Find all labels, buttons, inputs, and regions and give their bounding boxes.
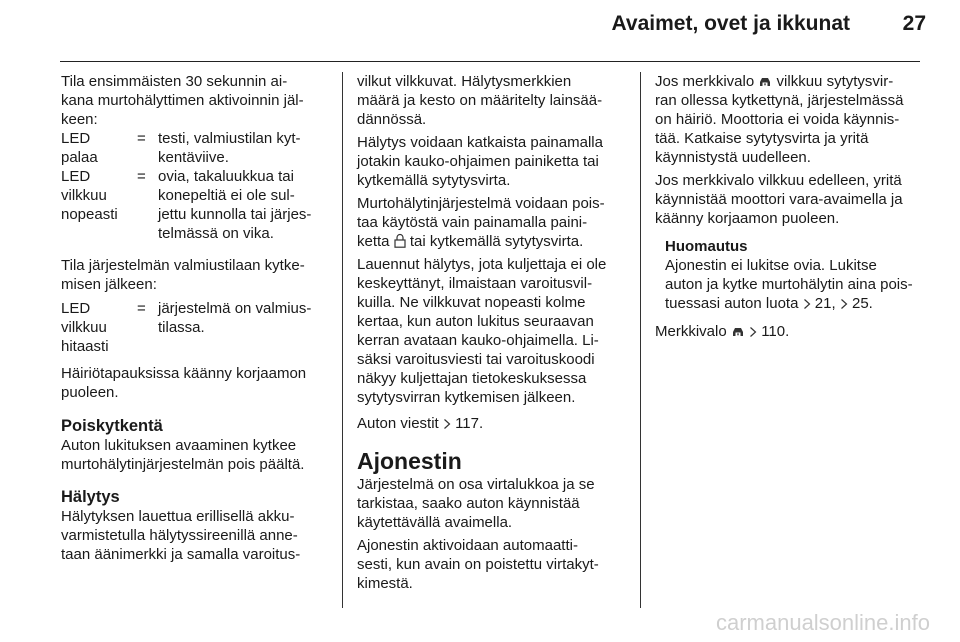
paragraph: [357, 194, 625, 251]
text-line: misen jälkeen:: [61, 276, 157, 293]
table-row: [61, 129, 329, 167]
text-line: taan äänimerkki ja samalla varoitus-: [61, 546, 301, 563]
text-line: Jos merkkivalo vilkkuu edelleen, yritä: [655, 172, 902, 189]
def-line: järjestelmä on valmius-: [158, 300, 312, 317]
paragraph: [357, 414, 625, 433]
cross-reference-line: [357, 414, 625, 433]
paragraph: [357, 72, 625, 129]
table-term: [61, 167, 127, 224]
intro-paragraph: [61, 72, 329, 129]
term-line: hitaasti: [61, 338, 109, 355]
led-status-table-2: [61, 299, 329, 356]
text-line: [655, 72, 923, 91]
text-line: kertaa, kun auton lukitus seuraavan: [357, 313, 594, 330]
paragraph: [655, 171, 923, 228]
text-line: Hälytyksen lauettua erillisellä akku-: [61, 508, 295, 525]
text-line: varmistetulla hälytyssireenillä anne-: [61, 527, 298, 544]
paragraph: [655, 322, 923, 341]
table-row: [61, 299, 329, 356]
reference-arrow-icon: [749, 326, 757, 338]
text-line: käynnistää moottori vara-avaimella ja: [655, 191, 903, 208]
text-line: sytytysvirran kytkemisen jälkeen.: [357, 389, 576, 406]
immobiliser-warning-icon: [731, 326, 745, 338]
text-fragment: tuessasi auton luota: [665, 295, 799, 312]
text-line: näkyy kuljettajan tietokeskuksessa: [357, 370, 587, 387]
watermark: carmanualsonline.info: [715, 610, 930, 635]
text-line: puoleen.: [61, 384, 119, 401]
page-reference[interactable]: 25.: [851, 295, 873, 312]
text-line: Murtohälytinjärjestelmä voidaan pois-: [357, 195, 605, 212]
text-line: Auton lukituksen avaaminen kytkee: [61, 437, 297, 454]
paragraph: [61, 364, 329, 402]
immobiliser-warning-icon: [758, 76, 772, 88]
table-definition: [158, 129, 329, 167]
table-separator: =: [137, 300, 146, 317]
text-line: tarkistaa, saako auton käynnistää: [357, 495, 580, 512]
def-line: telmässä on vika.: [158, 225, 274, 242]
text-line: keskeyttänyt, ilmaistaan varoitusvil-: [357, 275, 593, 292]
column-1: [61, 72, 329, 564]
lock-button-icon: [394, 233, 406, 248]
text-line: ran ollessa kytkettynä, järjestelmässä: [655, 92, 904, 109]
table-separator: =: [137, 168, 146, 185]
text-line: keen:: [61, 111, 98, 128]
term-line: LED: [61, 300, 91, 317]
table-definition: [158, 299, 329, 337]
text-line: käynnistystä uudelleen.: [655, 149, 811, 166]
column-divider: [640, 72, 641, 608]
page-reference[interactable]: 110.: [761, 323, 790, 340]
text-line: kana murtohälyttimen aktivoinnin jäl-: [61, 92, 304, 109]
reference-arrow-icon: [803, 298, 811, 310]
text-line: säksi varoitusviesti tai varoituskoodi: [357, 351, 595, 368]
text-line: määrä ja kesto on määritelty lainsää-: [357, 92, 603, 109]
text-line: taa käytöstä vain painamalla paini-: [357, 214, 588, 231]
cross-reference-line: [665, 294, 923, 313]
def-line: konepeltiä ei ole sul-: [158, 187, 295, 204]
text-fragment: Merkkivalo: [655, 323, 727, 340]
page-reference[interactable]: 117.: [455, 415, 484, 432]
page-header-title: Avaimet, ovet ja ikkunat: [611, 12, 850, 35]
text-line: Järjestelmä on osa virtalukkoa ja se: [357, 476, 595, 493]
table-term: [61, 299, 127, 356]
header-rule: [60, 61, 920, 62]
text-line: kytkemällä sytytysvirta.: [357, 172, 511, 189]
text-line: käänny korjaamon puoleen.: [655, 210, 840, 227]
text-fragment: ketta: [357, 233, 390, 250]
text-line: Ajonestin ei lukitse ovia. Lukitse: [665, 257, 877, 274]
term-line: vilkkuu: [61, 187, 107, 204]
section-heading-ajonestin: Ajonestin: [357, 448, 462, 474]
paragraph: [357, 133, 625, 190]
note-box: [665, 237, 923, 313]
text-line: on häiriö. Moottoria ei voida käynnis-: [655, 111, 900, 128]
section-heading-halytys: Hälytys: [61, 488, 120, 506]
paragraph: [357, 536, 625, 593]
term-line: nopeasti: [61, 206, 118, 223]
text-line: sesti, kun avain on poistettu virtakyt-: [357, 556, 599, 573]
cross-reference-line: [655, 322, 923, 341]
def-line: testi, valmiustilan kyt-: [158, 130, 301, 147]
text-fragment: Auton viestit: [357, 415, 439, 432]
text-line: kerran avataan kauko-ohjaimella. Li-: [357, 332, 599, 349]
text-line: vilkut vilkkuvat. Hälytysmerkkien: [357, 73, 572, 90]
text-line: auton ja kytke murtohälytin aina pois-: [665, 276, 913, 293]
text-line: Ajonestin aktivoidaan automaatti-: [357, 537, 578, 554]
note-heading: Huomautus: [665, 238, 748, 255]
text-line: Lauennut hälytys, jota kuljettaja ei ole: [357, 256, 607, 273]
paragraph: [61, 436, 329, 474]
paragraph: [357, 475, 625, 532]
page-number: 27: [902, 12, 926, 35]
def-line: tilassa.: [158, 319, 205, 336]
reference-arrow-icon: [443, 418, 451, 430]
section-heading-poiskytkenta: Poiskytkentä: [61, 417, 163, 435]
text-line: kimestä.: [357, 575, 413, 592]
text-line: murtohälytinjärjestelmän pois päältä.: [61, 456, 305, 473]
reference-arrow-icon: [840, 298, 848, 310]
table-definition: [158, 167, 329, 243]
text-line: Häiriötapauksissa käänny korjaamon: [61, 365, 307, 382]
term-line: palaa: [61, 149, 98, 166]
term-line: LED: [61, 130, 91, 147]
text-fragment: vilkkuu sytytysvir-: [776, 73, 894, 90]
term-line: LED: [61, 168, 91, 185]
text-line: Tila ensimmäisten 30 sekunnin ai-: [61, 73, 288, 90]
def-line: ovia, takaluukkua tai: [158, 168, 294, 185]
page-reference[interactable]: 21,: [814, 295, 836, 312]
def-line: kentäviive.: [158, 149, 229, 166]
paragraph: [61, 507, 329, 564]
column-3: [655, 72, 923, 341]
text-line: tää. Katkaise sytytysvirta ja yritä: [655, 130, 869, 147]
text-fragment: Jos merkkivalo: [655, 73, 755, 90]
table-term: [61, 129, 127, 167]
def-line: jettu kunnolla tai järjes-: [158, 206, 312, 223]
text-line: kuilla. Ne vilkkuvat nopeasti kolme: [357, 294, 586, 311]
term-line: vilkkuu: [61, 319, 107, 336]
paragraph: [357, 255, 625, 407]
table-row: [61, 167, 329, 243]
column-divider: [342, 72, 343, 608]
text-line: dännössä.: [357, 111, 427, 128]
text-line: Tila järjestelmän valmiustilaan kytke-: [61, 257, 305, 274]
text-line: [357, 232, 625, 251]
table-separator: =: [137, 130, 146, 147]
text-fragment: tai kytkemällä sytytysvirta.: [409, 233, 584, 250]
text-line: Hälytys voidaan katkaista painamalla: [357, 134, 603, 151]
text-line: jotakin kauko-ohjaimen painiketta tai: [357, 153, 599, 170]
column-2: [357, 72, 625, 593]
paragraph: [655, 72, 923, 167]
paragraph: [61, 256, 329, 294]
led-status-table-1: [61, 129, 329, 243]
text-line: käytettävällä avaimella.: [357, 514, 513, 531]
